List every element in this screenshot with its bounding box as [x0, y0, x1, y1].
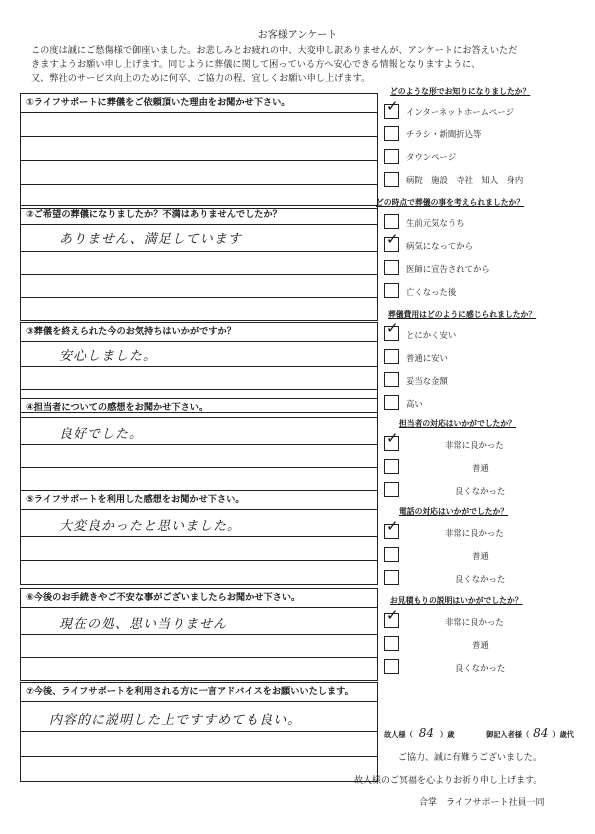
checkbox[interactable]: [384, 372, 399, 387]
condolence-text: 故人様のご冥福を心よりお祈り申し上げます。: [354, 776, 543, 786]
answer-line: [21, 635, 377, 658]
option-label: 普通: [472, 640, 489, 650]
checkbox[interactable]: [384, 459, 399, 474]
answer-line: [21, 367, 377, 390]
checkbox[interactable]: [384, 482, 399, 497]
answer-text: 現在の処、思い当りません: [59, 617, 228, 632]
intro-line: きますようお願い申し上げます。同じように葬儀に関して困っている方へ安心できる情報となりますように、: [31, 59, 481, 70]
answer-line: [21, 608, 377, 635]
answer-line: [21, 161, 377, 185]
option-label: 非常に良かった: [445, 440, 504, 450]
checkbox[interactable]: [384, 395, 399, 410]
answer-line: [21, 113, 377, 137]
check-icon: ✓: [386, 97, 399, 115]
option-label: 普通に安い: [406, 353, 448, 363]
respondent-age-value: 84: [533, 726, 549, 740]
option-label: 医師に宣告されてから: [406, 264, 490, 274]
thanks-text: ご協力、誠に有難うございました。: [398, 753, 543, 763]
intro-line: 又、弊社のサービス向上のために何卒、ご協力の程、宜しくお願い申し上げます。: [31, 73, 371, 84]
question-5: [20, 490, 378, 585]
option-label: 妥当な金額: [406, 376, 448, 386]
check-icon: ✓: [386, 319, 399, 337]
option-label: 高い: [406, 399, 423, 409]
question-label: ⑦今後、ライフサポートを利用される方に一言アドバイスをお願いいたします。: [21, 683, 377, 702]
check-icon: ✓: [386, 517, 399, 535]
option-label: 病気になってから: [406, 241, 473, 251]
intro-text: [31, 44, 571, 86]
section-heading: 担当者の対応はいかがでしたか？: [399, 419, 516, 428]
checkbox[interactable]: [384, 547, 399, 562]
check-icon: ✓: [386, 606, 399, 624]
answer-line: [21, 510, 377, 537]
answer-text: 良好でした。: [59, 427, 144, 442]
checkbox[interactable]: [384, 149, 399, 164]
checkbox[interactable]: [384, 214, 399, 229]
option-label: 生前元気なうち: [406, 218, 465, 228]
answer-line: [21, 137, 377, 161]
check-icon: ✓: [386, 230, 399, 248]
checkbox[interactable]: [384, 517, 399, 539]
option-label: 良くなかった: [455, 486, 506, 496]
checkbox[interactable]: [384, 283, 399, 298]
checkbox[interactable]: [384, 636, 399, 651]
checkbox[interactable]: [384, 659, 399, 674]
section-heading: どの時点で葬儀の事を考えられましたか？: [376, 198, 525, 207]
checkbox[interactable]: [384, 230, 399, 252]
answer-line: [21, 225, 377, 252]
answer-text: 大変良かったと思いました。: [59, 519, 242, 534]
section-heading: 電話の対応はいかがでしたか？: [399, 507, 509, 516]
answer-line: [21, 658, 377, 681]
checkbox[interactable]: [384, 570, 399, 585]
question-label: ①ライフサポートに葬儀をご依頼頂いた理由をお聞かせ下さい。: [21, 94, 377, 113]
question-label: ⑥今後のお手続きやご不安な事がございましたらお聞かせ下さい。: [21, 589, 377, 608]
respondent-age-label: 御記入者様（: [486, 730, 530, 739]
section-heading: どのような形でお知りになりましたか？: [390, 87, 531, 96]
intro-line: この度は誠にご愁傷様で御座いました。お悲しみとお疲れの中、大変申し訳ありませんが、アンケートにお答えいただ: [31, 45, 518, 56]
question-1: [20, 93, 378, 209]
answer-line: [21, 445, 377, 468]
checkbox[interactable]: [384, 429, 399, 451]
check-icon: ✓: [386, 429, 399, 447]
checkbox[interactable]: [384, 319, 399, 341]
answer-line: [21, 732, 377, 757]
question-2: [20, 205, 378, 321]
answer-line: [21, 418, 377, 445]
answer-text: ありません、満足しています: [59, 232, 242, 247]
checkbox[interactable]: [384, 172, 399, 187]
page-title: お客様アンケート: [257, 30, 338, 41]
checkbox[interactable]: [384, 97, 399, 119]
checkbox[interactable]: [384, 126, 399, 141]
answer-line: [21, 757, 377, 782]
option-label: インターネットホームページ: [406, 107, 514, 117]
checkbox[interactable]: [384, 260, 399, 275]
option-label: タウンページ: [406, 152, 457, 162]
option-label: 普通: [472, 551, 489, 561]
answer-text: 安心しました。: [59, 349, 158, 364]
option-label: 病院 施設 寺社 知人 身内: [406, 175, 524, 185]
option-label: 良くなかった: [455, 574, 506, 584]
option-label: 良くなかった: [455, 663, 506, 673]
closing-signature: 合掌 ライフサポート社員一同: [419, 798, 545, 808]
option-label: 非常に良かった: [445, 617, 504, 627]
section-heading: 葬儀費用はどのように感じられましたか？: [388, 310, 537, 319]
option-label: 非常に良かった: [445, 528, 504, 538]
deceased-age-value: 84: [418, 726, 435, 740]
answer-text: 内容的に説明した上ですすめても良い。: [49, 713, 302, 728]
question-6: [20, 588, 378, 681]
answer-line: [21, 702, 377, 732]
option-label: 亡くなった後: [406, 287, 457, 297]
deceased-age-suffix: ）歳: [440, 730, 455, 739]
respondent-age-suffix: ）歳代: [552, 730, 574, 739]
question-7: [20, 682, 378, 782]
question-label: ③葬儀を終えられた今のお気持ちはいかがですか？: [21, 323, 377, 342]
answer-line: [21, 298, 377, 321]
answer-line: [21, 537, 377, 561]
option-label: とにかく安い: [406, 330, 457, 340]
answer-line: [21, 561, 377, 585]
question-label: ⑤ライフサポートを利用した感想をお聞かせ下さい。: [21, 491, 377, 510]
answer-line: [21, 252, 377, 275]
answer-line: [21, 468, 377, 491]
deceased-age-label: 故人様（: [384, 730, 413, 739]
option-label: 普通: [472, 463, 489, 473]
option-label: チラシ・新聞折込等: [406, 129, 482, 139]
section-heading: お見積もりの説明はいかがでしたか？: [390, 596, 523, 605]
checkbox[interactable]: [384, 349, 399, 364]
question-label: ②ご希望の葬儀になりましたか？不満はありませんでしたか？: [21, 206, 377, 225]
deceased-age-field: [384, 726, 454, 740]
checkbox[interactable]: [384, 606, 399, 628]
answer-line: [21, 342, 377, 367]
question-label: ④担当者についての感想をお聞かせ下さい。: [21, 399, 377, 418]
answer-line: [21, 275, 377, 298]
question-4: [20, 398, 378, 491]
respondent-age-field: [486, 726, 574, 740]
